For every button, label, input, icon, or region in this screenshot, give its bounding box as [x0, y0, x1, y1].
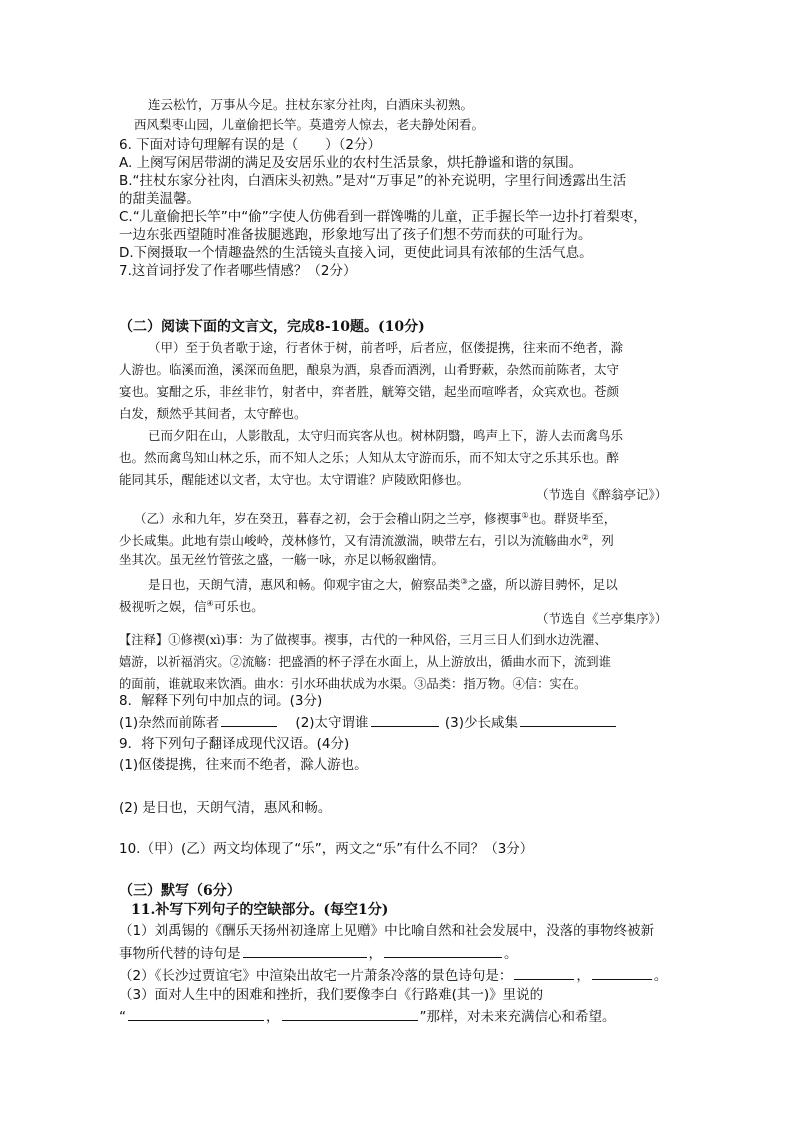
- answer-blank[interactable]: [243, 943, 367, 958]
- q6-option-b-line1: B.“拄杖东家分社肉，白酒床头初熟。”是对“万事足”的补充说明，字里行间透露出生活: [119, 173, 627, 189]
- q11-stem: 11.补写下列句子的空缺部分。(每空1分): [131, 902, 389, 918]
- poem-line-2: 西风梨枣山园，儿童偷把长竿。莫遣旁人惊去，老夫静处闲看。: [134, 117, 485, 132]
- q8-parts: (1)杂然而前陈者 (2)太守谓谁 (3)少长咸集: [119, 712, 618, 732]
- answer-blank[interactable]: [282, 1006, 418, 1021]
- passage-yi-line-2: 少长咸集。此地有崇山峻岭，茂林修竹，又有清流激湍，映带左右，引以为流觞曲水②，列: [119, 533, 614, 549]
- q6-option-c-line2: 一边东张西望随时准备拔腿逃跑，形象地写出了孩子们想不劳而获的可耻行为。: [119, 227, 592, 243]
- q9-part-1: (1)伛偻提携，往来而不绝者，滁人游也。: [119, 757, 368, 773]
- passage-jia-line: 白发，颓然乎其间者，太守醉也。: [119, 406, 307, 421]
- q10-question: 10.（甲）(乙）两文均体现了“乐”，两文之“乐”有什么不同？（3分）: [119, 841, 534, 857]
- passage-jia-line: 已而夕阳在山，人影散乱，太守归而宾客从也。树林阴翳，鸣声上下，游人去而禽鸟乐: [148, 428, 624, 443]
- answer-blank[interactable]: [514, 965, 574, 980]
- q8-stem: 8．解释下列句中加点的词。(3分): [119, 693, 323, 709]
- q7-question: 7.这首词抒发了作者哪些情感？（2分）: [119, 263, 357, 279]
- answer-blank[interactable]: [371, 712, 439, 727]
- poem-line-1: 连云松竹，万事从今足。拄杖东家分社肉，白酒床头初熟。: [148, 97, 474, 112]
- q11-part-3-line2: “ ， ”那样，对未来充满信心和希望。: [119, 1006, 616, 1026]
- passage-yi-line-4: 是日也，天朗气清，惠风和畅。仰观宇宙之大，俯察品类③之盛，所以游目骋怀，足以: [148, 577, 618, 593]
- section3-heading: （三）默写（6分）: [119, 883, 241, 899]
- note-mark: ①: [521, 511, 529, 520]
- passage-yi-source: （节选自《兰亭集序》）: [536, 611, 668, 626]
- answer-blank[interactable]: [592, 965, 652, 980]
- passage-jia-line: 宴也。宴酣之乐，非丝非竹，射者中，弈者胜，觥筹交错，起坐而喧哗者，众宾欢也。苍颜: [119, 384, 620, 399]
- note-mark: ④: [206, 599, 214, 608]
- notes-line-2: 嬉游，以祈福消灾。②流觞：把盛酒的杯子浮在水面上，从上游放出，循曲水而下，流到谁: [119, 655, 611, 669]
- q9-part-2: (2) 是日也，天朗气清，惠风和畅。: [119, 800, 332, 816]
- passage-jia-line: （甲）至于负者歌于途，行者休于树，前者呼，后者应，伛偻提携，往来而不绝者，滁: [148, 340, 624, 355]
- q6-option-d: D.下阕摄取一个情趣盎然的生活镜头直接入词，更使此词具有浓郁的生活气息。: [119, 245, 593, 261]
- notes-line-3: 的面前，谁就取来饮酒。曲水：引水环曲状成为水渠。③品类：指万物。④信：实在。: [119, 677, 587, 691]
- notes-line-1: 【注释】①修禊(xì)事：为了做禊事。禊事，古代的一种风俗，三月三日人们到水边洗濯、: [119, 633, 607, 647]
- note-mark: ②: [581, 533, 589, 542]
- passage-jia-source: （节选自《醉翁亭记》）: [536, 487, 668, 502]
- q11-part-1-line2: 事物所代替的诗句是 ， 。: [119, 943, 518, 963]
- passage-yi-line-1: （乙）永和九年，岁在癸丑，暮春之初，会于会稽山阴之兰亭，修禊事①也。群贤毕至，: [134, 511, 617, 527]
- answer-blank[interactable]: [128, 1006, 264, 1021]
- passage-yi-line-3: 坐其次。虽无丝竹管弦之盛，一觞一咏，亦足以畅叙幽情。: [119, 552, 445, 567]
- q9-stem: 9．将下列句子翻译成现代汉语。(4分): [119, 736, 350, 752]
- answer-blank[interactable]: [520, 712, 616, 727]
- answer-blank[interactable]: [221, 712, 277, 727]
- q6-option-b-line2: 的甜美温馨。: [119, 191, 200, 207]
- passage-jia-line: 能同其乐，醒能述以文者，太守也。太守谓谁？庐陵欧阳修也。: [119, 472, 470, 487]
- q11-part-3-line1: （3）面对人生中的困难和挫折，我们要像李白《行路难(其一)》里说的: [119, 987, 544, 1003]
- passage-jia-line: 也。然而禽鸟知山林之乐，而不知人之乐；人知从太守游而乐，而不知太守之乐其乐也。醉: [119, 450, 620, 465]
- passage-yi-line-5: 极视听之娱，信④可乐也。: [119, 599, 264, 615]
- q6-option-a: A. 上阕写闲居带湖的满足及安居乐业的农村生活景象，烘托静谧和谐的氛围。: [119, 155, 583, 171]
- section2-heading: （二）阅读下面的文言文，完成8-10题。(10分): [119, 319, 425, 335]
- q6-stem: 6. 下面对诗句理解有误的是（ ）（2分）: [119, 137, 382, 153]
- q6-option-c-line1: C.“儿童偷把长竿”中“偷”字使人仿佛看到一群馋嘴的儿童，正手握长竿一边扑打着梨枣，: [119, 209, 647, 225]
- answer-blank[interactable]: [384, 943, 502, 958]
- q11-part-2: （2）《长沙过贾谊宅》中渲染出故宅一片萧条冷落的景色诗句是： ， 。: [119, 965, 667, 985]
- passage-jia-line: 人游也。临溪而渔，溪深而鱼肥，酿泉为酒，泉香而酒洌，山肴野蔌，杂然而前陈者，太守: [119, 362, 620, 377]
- note-mark: ③: [460, 577, 468, 586]
- q11-part-1-line1: （1）刘禹锡的《酬乐天扬州初逢席上见赠》中比喻自然和社会发展中，没落的事物终被新: [119, 923, 655, 939]
